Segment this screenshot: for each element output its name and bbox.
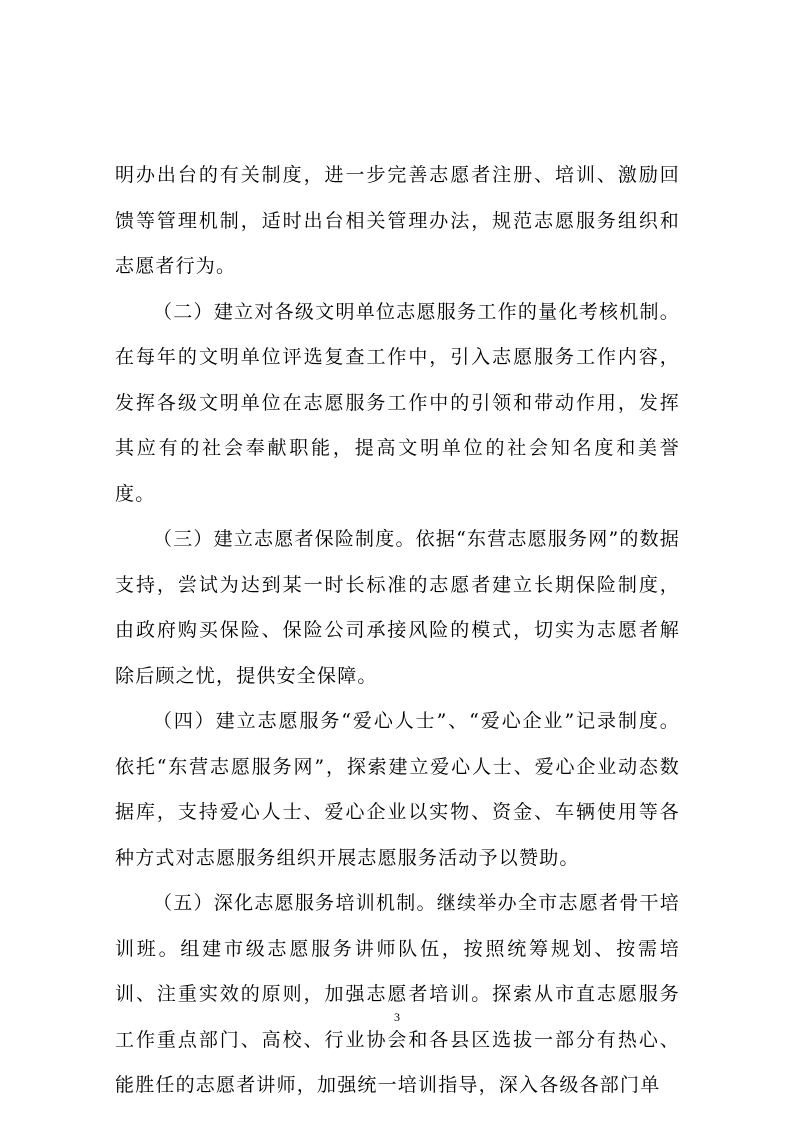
paragraph-continuation: 明办出台的有关制度，进一步完善志愿者注册、培训、激励回馈等管理机制，适时出台相关管理办法，规范志愿服务组织和志愿者行为。	[115, 164, 680, 277]
page-number: 3	[394, 1010, 400, 1024]
paragraph-section-2: （二）建立对各级文明单位志愿服务工作的量化考核机制。在每年的文明单位评选复查工作中，引入志愿服务工作内容，发挥各级文明单位在志愿服务工作中的引领和带动作用，发挥其应有的社会奉献职能，提高文明单位的社会知名度和美誉度。	[115, 300, 680, 505]
paragraph-section-5: （五）深化志愿服务培训机制。继续举办全市志愿者骨干培训班。组建市级志愿服务讲师队伍，按照统筹规划、按需培训、注重实效的原则，加强志愿者培训。探索从市直志愿服务工作重点部门、高校、行业协会和各县区选拔一部分有热心、能胜任的志愿者讲师，加强统一培训指导，深入各级各部门单	[115, 892, 680, 1096]
body-text	[115, 153, 680, 1109]
paragraph-section-4: （四）建立志愿服务“爱心人士”、“爱心企业”记录制度。依托“东营志愿服务网”，探索建立爱心人士、爱心企业动态数据库，支持爱心人士、爱心企业以实物、资金、车辆使用等各种方式对志愿服务组织开展志愿服务活动予以赞助。	[115, 710, 680, 869]
paragraph-section-3: （三）建立志愿者保险制度。依据“东营志愿服务网”的数据支持，尝试为达到某一时长标准的志愿者建立长期保险制度，由政府购买保险、保险公司承接风险的模式，切实为志愿者解除后顾之忧，提供安全保障。	[115, 528, 680, 687]
